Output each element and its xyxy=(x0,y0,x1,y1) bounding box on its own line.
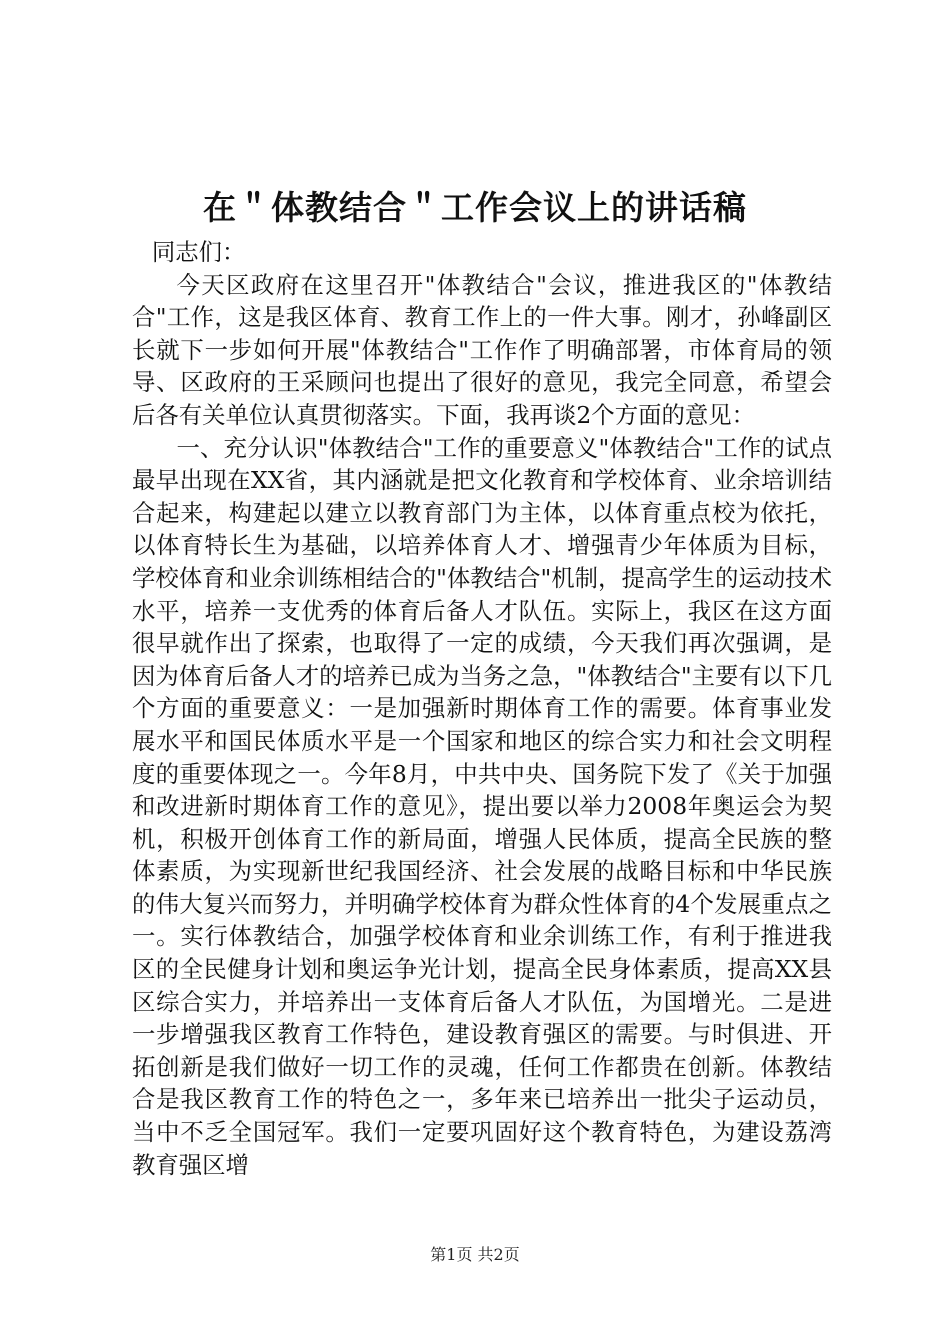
paragraph-section-one: 一、充分认识"体教结合"工作的重要意义"体教结合"工作的试点最早出现在XX省，其内涵就是把文化教育和学校体育、业余培训结合起来，构建起以建立以教育部门为主体，以体育重点校为依托，以体育特长生为基础，以培养体育人才、增强青少年体质为目标，学校体育和业余训练相结合的"体教结合"机制，提高学生的运动技术水平，培养一支优秀的体育后备人才队伍。实际上，我区在这方面很早就作出了探索，也取得了一定的成绩，今天我们再次强调，是因为体育后备人才的培养已成为当务之急，"体教结合"主要有以下几个方面的重要意义：一是加强新时期体育工作的需要。体育事业发展水平和国民体质水平是一个国家和地区的综合实力和社会文明程度的重要体现之一。今年8月，中共中央、国务院下发了《关于加强和改进新时期体育工作的意见》，提出要以举力2008年奥运会为契机，积极开创体育工作的新局面，增强人民体质，提高全民族的整体素质，为实现新世纪我国经济、社会发展的战略目标和中华民族的伟大复兴而努力，并明确学校体育为群众性体育的4个发展重点之一。实行体教结合，加强学校体育和业余训练工作，有利于推进我区的全民健身计划和奥运争光计划，提高全民身体素质，提高XX县区综合实力，并培养出一支体育后备人才队伍，为国增光。二是进一步增强我区教育工作特色，建设教育强区的需要。与时俱进、开拓创新是我们做好一切工作的灵魂，任何工作都贵在创新。体教结合是我区教育工作的特色之一，多年来已培养出一批尖子运动员，当中不乏全国冠军。我们一定要巩固好这个教育特色，为建设荔湾教育强区增 xyxy=(132,433,832,1179)
document-title: 在＂体教结合＂工作会议上的讲话稿 xyxy=(203,188,747,227)
salutation: 同志们： xyxy=(151,238,246,266)
paragraph-intro: 今天区政府在这里召开"体教结合"会议，推进我区的"体教结合"工作，这是我区体育、教育工作上的一件大事。刚才，孙峰副区长就下一步如何开展"体教结合"工作作了明确部署，市体育局的领导、区政府的王采顾问也提出了很好的意见，我完全同意，希望会后各有关单位认真贯彻落实。下面，我再谈2个方面的意见： xyxy=(132,270,832,429)
page-footer: 第1页 共2页 xyxy=(430,1245,520,1264)
document-body xyxy=(132,236,832,1181)
